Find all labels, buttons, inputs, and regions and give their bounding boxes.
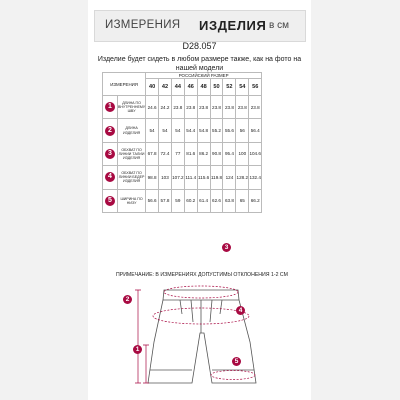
value-cell: 23.8 [171,96,184,119]
waist-measure-line [164,286,238,298]
value-cell: 55.6 [223,119,236,142]
value-cell: 23.8 [236,96,249,119]
value-cell: 104.6 [249,142,262,165]
size-header-cell: 44 [171,79,184,96]
size-header-cell: 42 [159,79,172,96]
value-cell: 111.4 [184,166,197,189]
value-cell: 72.4 [159,142,172,165]
value-cell: 59 [171,189,184,212]
value-cell: 86.2 [197,142,210,165]
size-header-cell: 52 [223,79,236,96]
value-cell: 95.4 [223,142,236,165]
value-cell: 107.2 [171,166,184,189]
value-cell: 23.8 [210,96,223,119]
row-label: ОБХВАТ ПО ЛИНИИ ТАЛИИ ИЗДЕЛИЯ [118,142,146,165]
value-cell: 65 [236,189,249,212]
marker-4: 4 [236,306,245,315]
size-group-header: РОССИЙСКИЙ РАЗМЕР [146,73,262,79]
value-cell: 128.2 [236,166,249,189]
model-code: D28.057 [182,41,217,51]
value-cell: 115.6 [197,166,210,189]
value-cell: 56.6 [146,189,159,212]
fly-and-pleats [191,300,212,333]
value-cell: 55.2 [210,119,223,142]
size-header-cell: 48 [197,79,210,96]
size-header-cell: 56 [249,79,262,96]
hem-measure-line [211,371,255,380]
value-cell: 77 [171,142,184,165]
size-header-cell: 54 [236,79,249,96]
value-cell: 54.4 [184,119,197,142]
value-cell: 24.2 [159,96,172,119]
value-cell: 23.8 [184,96,197,119]
row-number-badge: 2 [105,126,115,136]
row-label: ДЛИНА ПО ВНУТРЕННЕМУ ШВУ [118,96,146,119]
value-cell: 124 [223,166,236,189]
value-cell: 62.6 [210,189,223,212]
value-cell: 54.8 [197,119,210,142]
marker-1: 1 [133,345,142,354]
row-number-badge: 1 [105,102,115,112]
size-header-cell: 40 [146,79,159,96]
row-number-badge: 5 [105,196,115,206]
value-cell: 23.8 [197,96,210,119]
value-cell: 54 [171,119,184,142]
tolerance-note: ПРИМЕЧАНИЕ: В ИЗМЕРЕНИЯХ ДОПУСТИМЫ ОТКЛОНЕНИЯ 1-2 СМ [116,272,288,278]
size-header-cell: 50 [210,79,223,96]
marker-2: 2 [123,295,132,304]
value-cell: 67.8 [146,142,159,165]
marker-3: 3 [222,243,231,252]
title-part2: ИЗДЕЛИЯ [199,18,267,33]
value-cell: 54 [159,119,172,142]
marker-5: 5 [232,357,241,366]
value-cell: 66.2 [249,189,262,212]
value-cell: 103 [159,166,172,189]
value-cell: 90.8 [210,142,223,165]
value-cell: 132.4 [249,166,262,189]
value-cell: 100 [236,142,249,165]
title-unit: в см [269,20,289,31]
size-header-cell: 46 [184,79,197,96]
value-cell: 63.8 [223,189,236,212]
value-cell: 24.6 [146,96,159,119]
size-chart-sheet [88,0,311,400]
value-cell: 56 [236,119,249,142]
value-cell: 54 [146,119,159,142]
row-label: ДЛИНА ИЗДЕЛИЯ [118,119,146,142]
value-cell: 23.8 [223,96,236,119]
value-cell: 98.8 [146,166,159,189]
row-label: ШИРИНА ПО НИЗУ [118,189,146,212]
row-number-badge: 3 [105,149,115,159]
value-cell: 57.8 [159,189,172,212]
row-number-badge: 4 [105,172,115,182]
title-part1: ИЗМЕРЕНИЯ [105,19,181,31]
value-cell: 23.8 [249,96,262,119]
measure-col-header: ИЗМЕРЕНИЯ [103,73,146,96]
value-cell: 56.4 [249,119,262,142]
shorts-drawing [88,0,311,400]
value-cell: 119.8 [210,166,223,189]
waistband [163,290,239,300]
value-cell: 61.4 [197,189,210,212]
row-label: ОБХВАТ ПО ЛИНИИ БЕДЕР ИЗДЕЛИЯ [118,166,146,189]
value-cell: 60.2 [184,189,197,212]
value-cell: 81.6 [184,142,197,165]
fit-note: Изделие будет сидеть в любом размере также, как на фото на нашей модели [97,56,302,72]
